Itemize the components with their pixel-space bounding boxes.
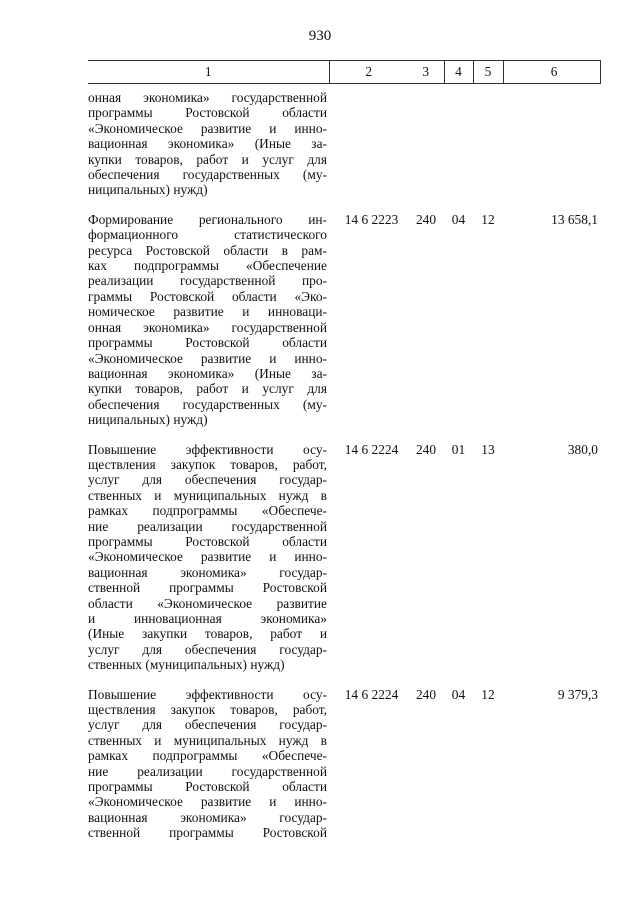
row-expense-type — [408, 84, 444, 198]
description-line: ственных и муниципальных нужд в — [88, 487, 327, 503]
table-row — [88, 442, 600, 673]
header-col-4: 4 — [444, 61, 473, 84]
header-col-3: 3 — [408, 61, 444, 84]
header-col-2: 2 — [329, 61, 408, 84]
description-line: граммы Ростовской области «Эко- — [88, 288, 327, 304]
description-line: ниципальных) нужд) — [88, 182, 208, 198]
description-line: реализации государственной про- — [88, 273, 327, 289]
description-line: программы Ростовской области — [88, 105, 327, 121]
row-code: 14 6 2223 — [344, 211, 399, 227]
description-line: вационная экономика» (Иные за- — [88, 136, 327, 152]
row-code — [329, 84, 408, 198]
description-line: ние реализации государственной — [88, 763, 327, 779]
description-line: купки товаров, работ и услуг для — [88, 151, 327, 167]
description-line: обеспечения государственных (му- — [88, 167, 327, 183]
description-line: области «Экономическое развитие — [88, 595, 327, 611]
description-line: онная экономика» государственной — [88, 319, 327, 335]
row-description — [88, 687, 329, 841]
row-code: 14 6 2224 — [344, 441, 399, 457]
description-line: ресурса Ростовской области в рам- — [88, 242, 327, 258]
row-amount: 9 379,3 — [557, 686, 598, 702]
row-section: 04 — [451, 211, 466, 227]
table-body — [88, 84, 600, 841]
description-line: вационная экономика» (Иные за- — [88, 365, 327, 381]
description-line: Повышение эффективности осу- — [88, 686, 327, 702]
description-line: ках подпрограммы «Обеспечение — [88, 258, 327, 274]
description-line: ществления закупок товаров, работ, — [88, 456, 327, 472]
description-line: ственных (муниципальных) нужд) — [88, 657, 285, 673]
description-line: купки товаров, работ и услуг для — [88, 381, 327, 397]
description-line: вационная экономика» государ- — [88, 564, 327, 580]
description-line: ственной программы Ростовской — [88, 580, 327, 596]
description-line: программы Ростовской области — [88, 533, 327, 549]
row-description — [88, 212, 329, 428]
description-line: обеспечения государственных (му- — [88, 396, 327, 412]
description-line: (Иные закупки товаров, работ и — [88, 626, 327, 642]
table-row — [88, 84, 600, 198]
description-line: рамках подпрограммы «Обеспече- — [88, 503, 327, 519]
description-line: «Экономическое развитие и инно- — [88, 350, 327, 366]
row-subsection: 12 — [481, 211, 495, 227]
header-col-6: 6 — [503, 61, 600, 84]
header-col-1: 1 — [88, 61, 329, 84]
description-line: ществления закупок товаров, работ, — [88, 702, 327, 718]
description-line: ственной программы Ростовской — [88, 825, 327, 841]
description-line: Повышение эффективности осу- — [88, 441, 327, 457]
description-line: «Экономическое развитие и инно- — [88, 549, 327, 565]
description-line: «Экономическое развитие и инно- — [88, 794, 327, 810]
row-spacer — [88, 428, 600, 442]
description-line: Формирование регионального ин- — [88, 211, 327, 227]
description-line: услуг для обеспечения государ- — [88, 641, 327, 657]
budget-table — [88, 60, 601, 841]
row-spacer — [88, 673, 600, 687]
row-subsection: 12 — [481, 686, 495, 702]
description-line: ние реализации государственной — [88, 518, 327, 534]
description-line: услуг для обеспечения государ- — [88, 472, 327, 488]
description-line: вационная экономика» государ- — [88, 809, 327, 825]
row-amount: 380,0 — [567, 441, 598, 457]
description-line: формационного статистического — [88, 227, 327, 243]
row-section: 01 — [451, 441, 466, 457]
row-amount: 13 658,1 — [551, 211, 598, 227]
header-col-5: 5 — [473, 61, 503, 84]
description-line: «Экономическое развитие и инно- — [88, 120, 327, 136]
row-spacer — [88, 198, 600, 212]
description-line: и инновационная экономика» — [88, 611, 327, 626]
row-subsection — [473, 84, 503, 198]
row-subsection: 13 — [481, 441, 495, 457]
row-description — [88, 84, 329, 198]
row-section: 04 — [451, 686, 466, 702]
description-line: номическое развитие и инноваци- — [88, 304, 327, 320]
row-amount — [503, 84, 600, 198]
description-line: услуг для обеспечения государ- — [88, 717, 327, 733]
table-header — [88, 61, 600, 84]
description-line: рамках подпрограммы «Обеспече- — [88, 748, 327, 764]
description-line: программы Ростовской области — [88, 335, 327, 351]
table-row — [88, 212, 600, 428]
row-description — [88, 442, 329, 673]
row-expense-type: 240 — [415, 441, 437, 457]
row-expense-type: 240 — [415, 686, 437, 702]
page-number: 930 — [308, 28, 332, 44]
description-line: онная экономика» государственной — [88, 90, 327, 105]
table-row — [88, 687, 600, 841]
description-line: ственных и муниципальных нужд в — [88, 732, 327, 748]
row-expense-type: 240 — [415, 211, 437, 227]
description-line: ниципальных) нужд) — [88, 412, 208, 428]
row-section — [444, 84, 473, 198]
description-line: программы Ростовской области — [88, 779, 327, 795]
row-code: 14 6 2224 — [344, 686, 399, 702]
